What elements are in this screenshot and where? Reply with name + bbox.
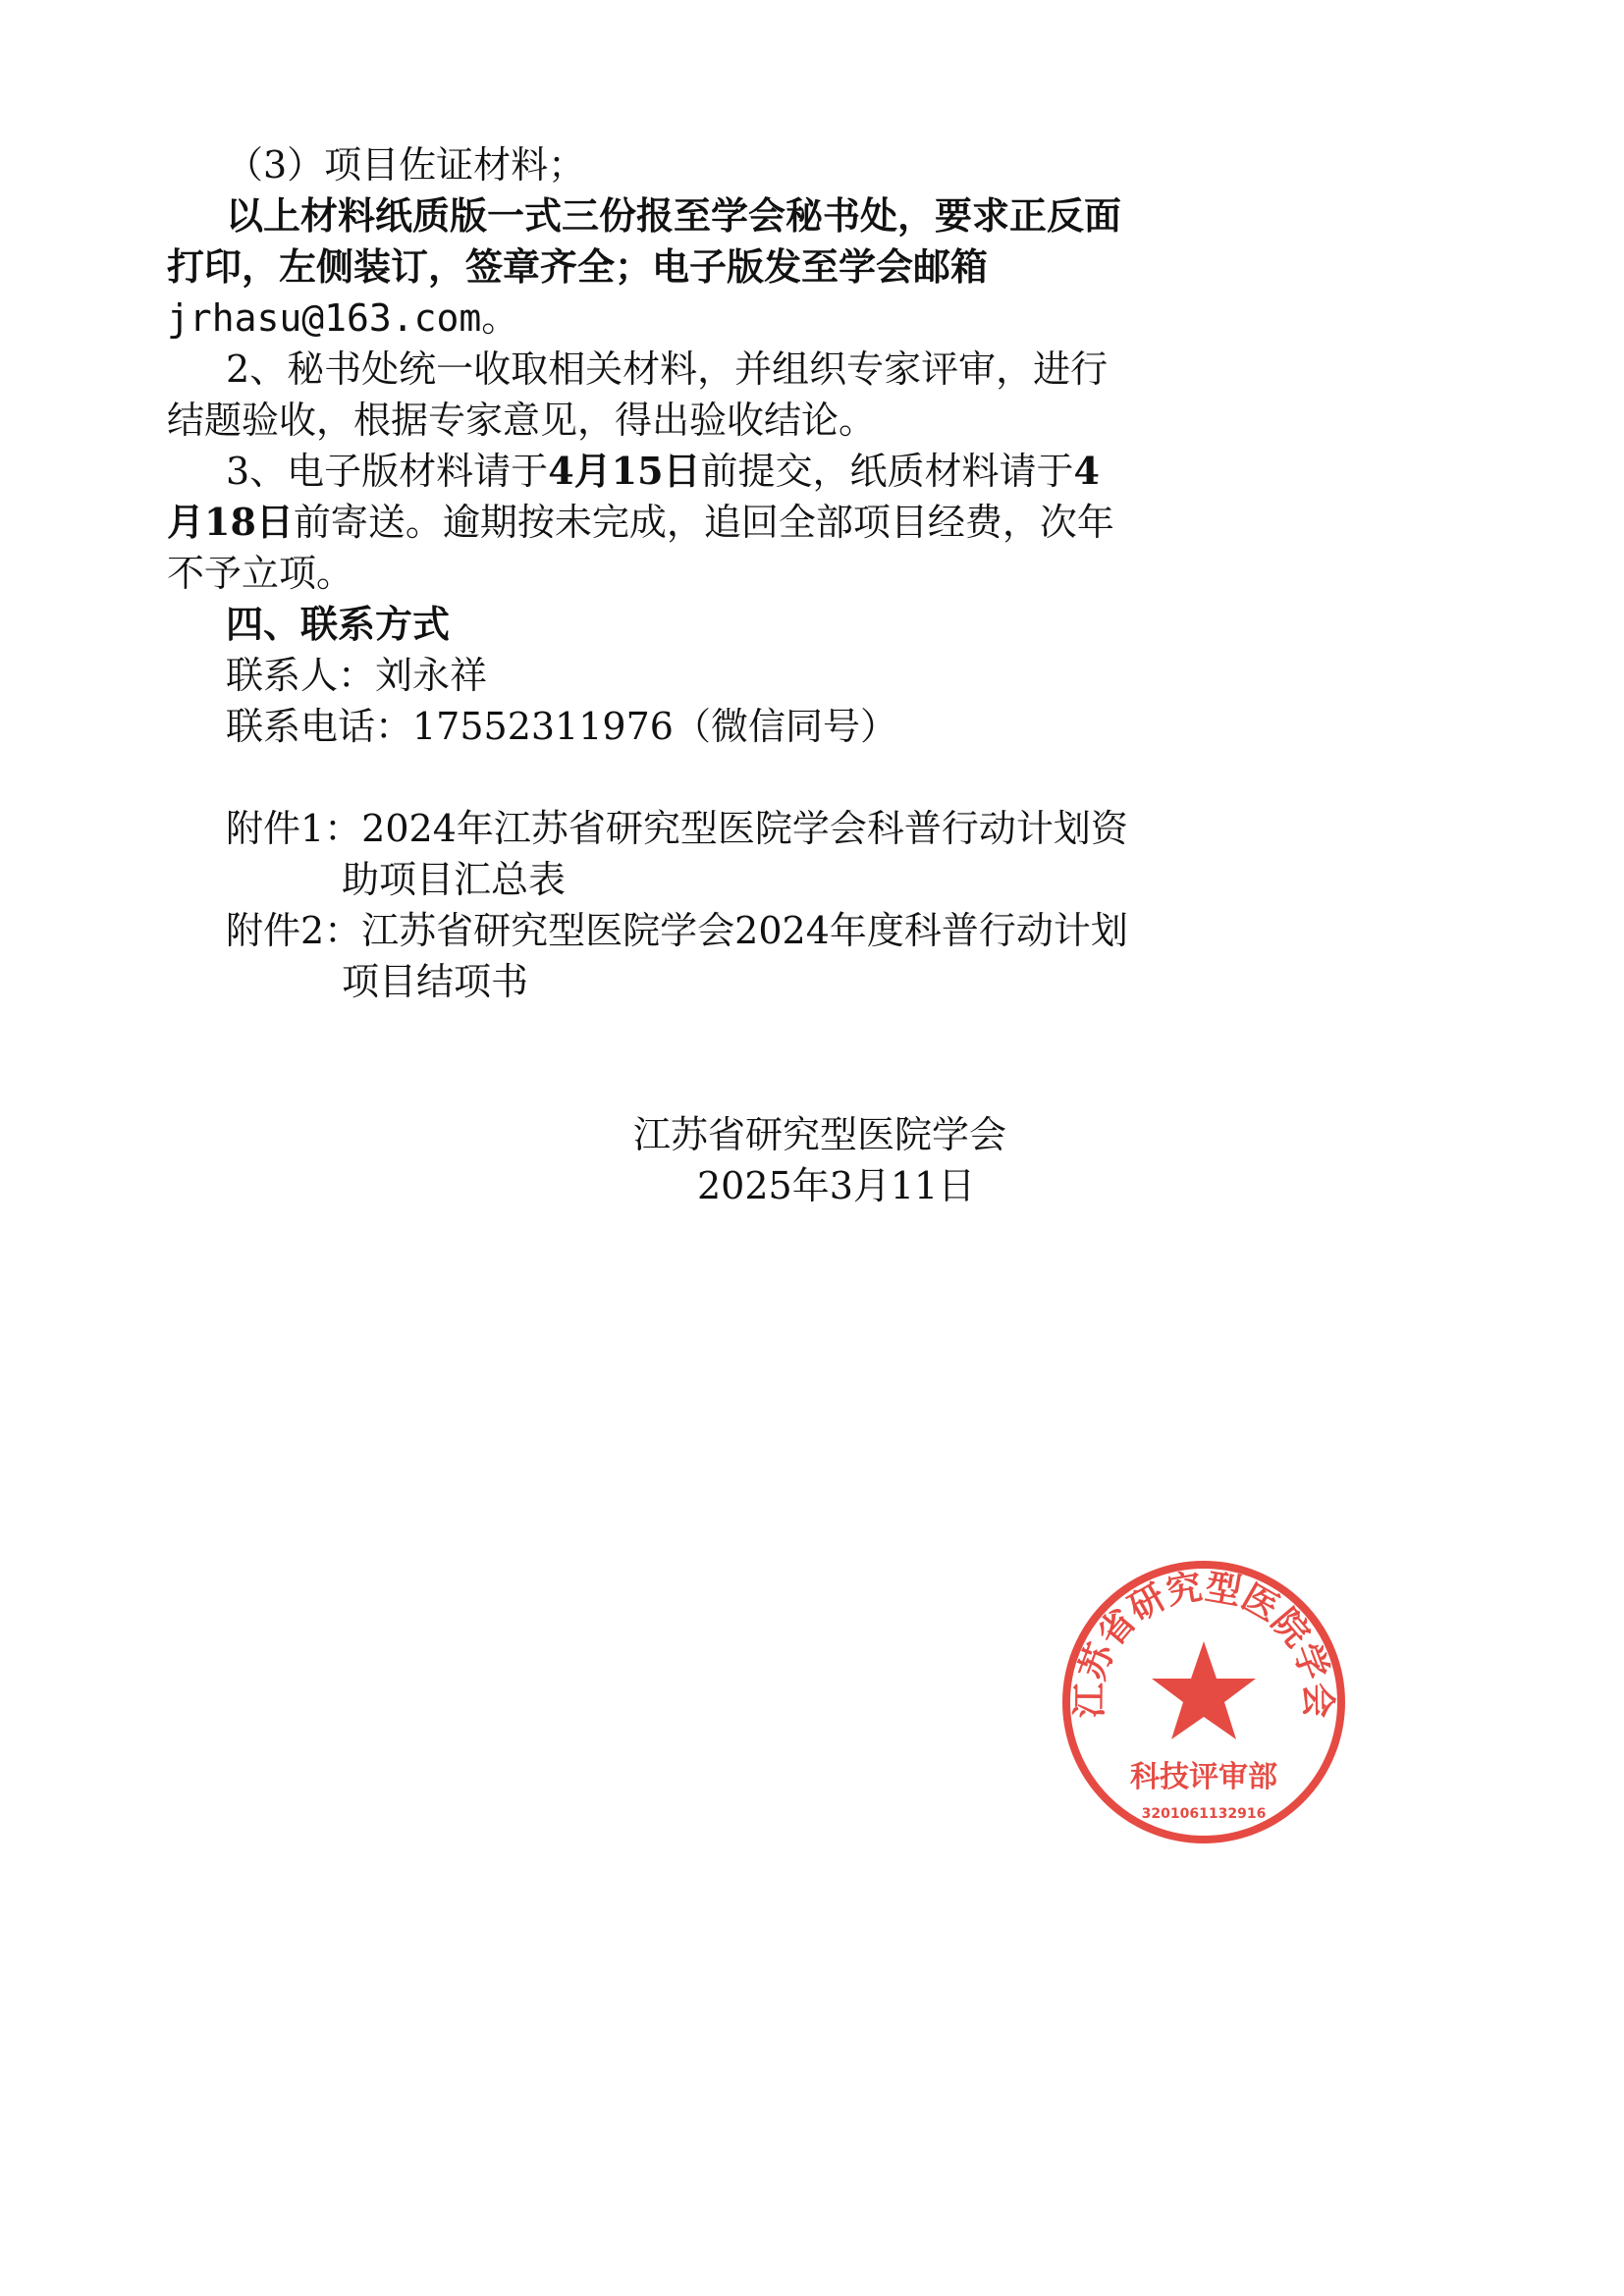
- para-3-text-a: 3、电子版材料请于: [226, 450, 549, 493]
- seal-department: 科技评审部: [1130, 1760, 1277, 1794]
- para-2-line-2: 结题验收，根据专家意见，得出验收结论。: [167, 399, 877, 442]
- seal-arc-text: 江苏省研究型医院学会: [1069, 1567, 1338, 1719]
- para-3-date-electronic: 4月15日: [548, 449, 701, 493]
- official-seal: [1056, 1555, 1351, 1849]
- attachment-1-line-2: 助项目汇总表: [342, 858, 567, 901]
- signature-date: 2025年3月11日: [697, 1164, 976, 1207]
- attachment-2-line-1: 附件2：江苏省研究型医院学会2024年度科普行动计划: [226, 909, 1128, 952]
- section-4-heading: 四、联系方式: [226, 602, 451, 646]
- seal-star-icon: [1152, 1641, 1256, 1739]
- para-3-line-1: [0, 448, 1624, 495]
- para-3-line-2: [0, 499, 1624, 546]
- contact-phone: 联系电话：17552311976（微信同号）: [226, 705, 897, 748]
- para-2-line-1: 2、秘书处统一收取相关材料，并组织专家评审，进行: [226, 347, 1109, 391]
- para-3-text-f: 前寄送。逾期按未完成，追回全部项目经费，次年: [293, 501, 1114, 544]
- submission-email: jrhasu@163.com。: [167, 296, 519, 340]
- item-3-text: （3）项目佐证材料；: [226, 143, 586, 187]
- submission-line-1: 以上材料纸质版一式三份报至学会秘书处，要求正反面: [226, 193, 1122, 238]
- submission-line-2: 打印，左侧装订，签章齐全；电子版发至学会邮箱: [167, 244, 989, 289]
- contact-person: 联系人：刘永祥: [226, 654, 488, 697]
- seal-code: 3201061132916: [1141, 1806, 1267, 1822]
- para-3-date-paper: 月18日: [167, 500, 294, 544]
- attachment-2-line-2: 项目结项书: [342, 960, 529, 1003]
- signature-organization: 江苏省研究型医院学会: [633, 1113, 1007, 1156]
- para-3-text-c: 前提交，纸质材料请于: [700, 450, 1074, 493]
- attachment-1-line-1: 附件1：2024年江苏省研究型医院学会科普行动计划资: [226, 807, 1128, 850]
- para-3-date-paper-start: 4: [1073, 449, 1100, 493]
- para-3-line-3: 不予立项。: [167, 552, 354, 595]
